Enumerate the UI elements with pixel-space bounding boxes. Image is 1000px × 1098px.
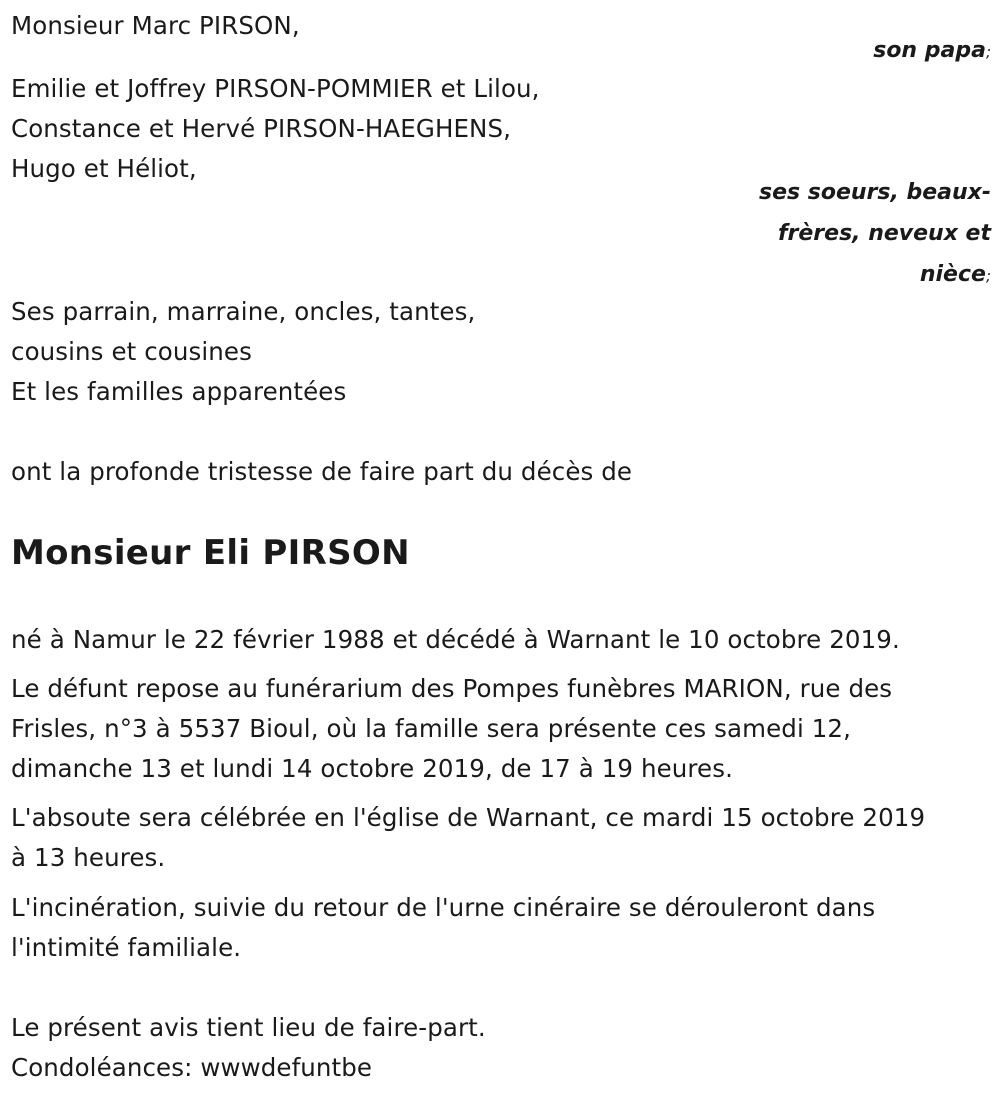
cremation-line-1: L'incinération, suivie du retour de l'urne cinéraire se dérouleront dans (11, 893, 876, 922)
sibling-line-2: Constance et Hervé PIRSON-HAEGHENS, (11, 114, 512, 143)
birth-death-text: né à Namur le 22 février 1988 et décédé à Warnant le 10 octobre 2019. (11, 625, 900, 654)
extended-family-line-1: Ses parrain, marraine, oncles, tantes, (11, 297, 476, 326)
obituary-notice (11, 0, 991, 1098)
siblings-relation-separator: ; (985, 267, 991, 285)
condolences-text: Condoléances: wwwdefuntbe (11, 1053, 373, 1082)
father-name: Monsieur Marc PIRSON, (11, 11, 300, 40)
visitation-line-1: Le défunt repose au funérarium des Pompes funèbres MARION, rue des (11, 674, 893, 703)
siblings-relation-3 (920, 254, 991, 297)
siblings-relation-1: ses soeurs, beaux- (758, 180, 991, 205)
absolution-line-2: à 13 heures. (11, 843, 166, 872)
extended-family-line-3: Et les familles apparentées (11, 377, 347, 406)
closing-notice: Le présent avis tient lieu de faire-part. (11, 1013, 486, 1042)
father-relation-label: son papa (873, 38, 986, 63)
father-relation-separator: ; (985, 43, 991, 61)
siblings-relation-2: frères, neveux et (777, 221, 991, 246)
sibling-line-1: Emilie et Joffrey PIRSON-POMMIER et Lilou, (11, 74, 540, 103)
father-relation (873, 30, 991, 73)
visitation-line-2: Frisles, n°3 à 5537 Bioul, où la famille sera présente ces samedi 12, (11, 714, 852, 743)
sibling-line-3: Hugo et Héliot, (11, 154, 197, 183)
extended-family-line-2: cousins et cousines (11, 337, 252, 366)
siblings-relation-3-label: nièce (919, 262, 986, 287)
visitation-line-3: dimanche 13 et lundi 14 octobre 2019, de 17 à 19 heures. (11, 754, 733, 783)
deceased-name: Monsieur Eli PIRSON (11, 533, 410, 573)
absolution-line-1: L'absoute sera célébrée en l'église de Warnant, ce mardi 15 octobre 2019 (11, 803, 926, 832)
announcement-text: ont la profonde tristesse de faire part du décès de (11, 457, 633, 486)
cremation-line-2: l'intimité familiale. (11, 933, 242, 962)
